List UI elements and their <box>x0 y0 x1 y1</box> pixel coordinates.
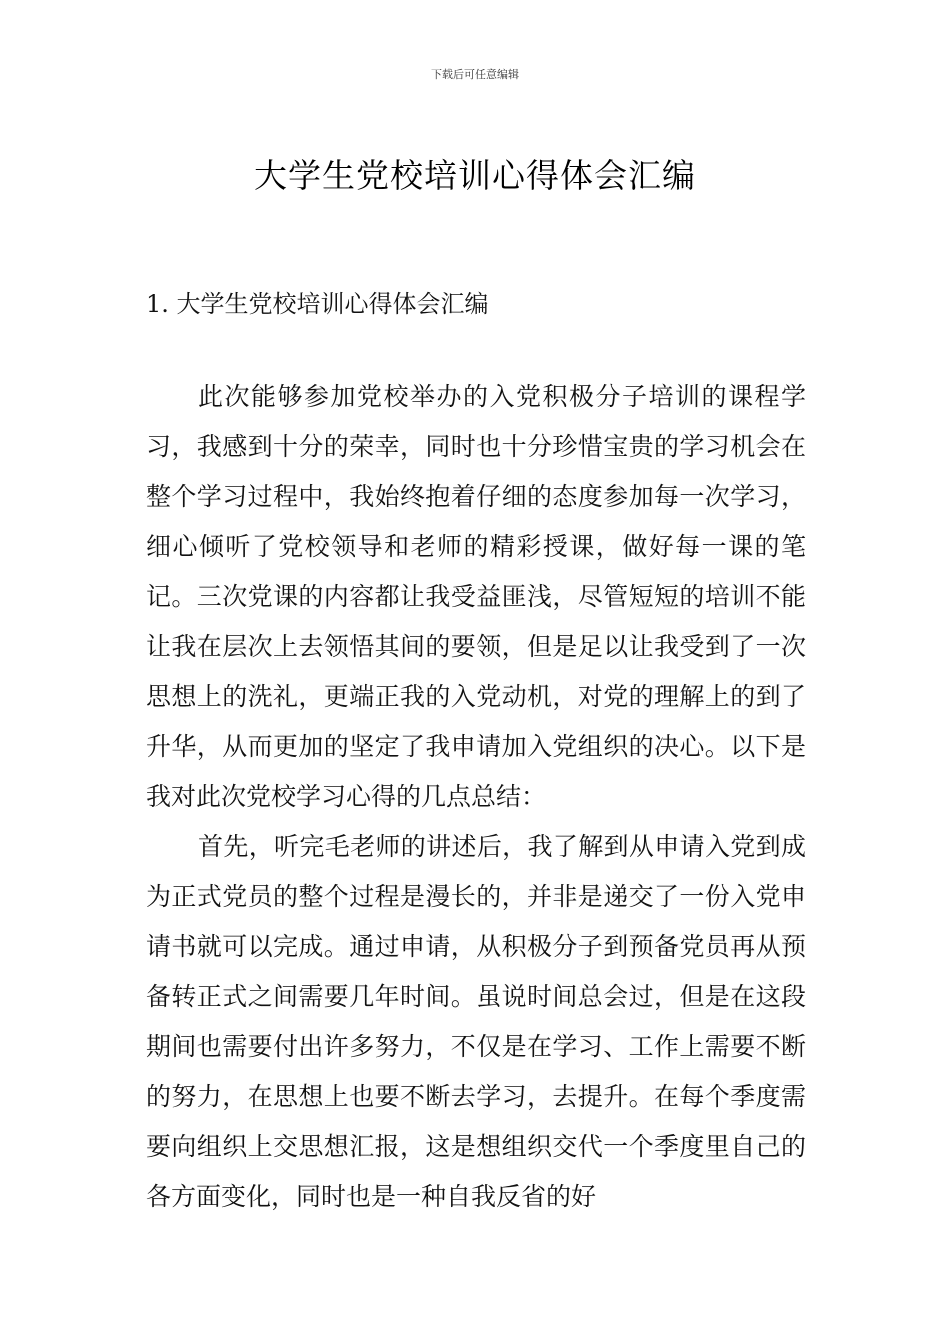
body-text <box>146 372 806 1222</box>
section-heading: 1. 大学生党校培训心得体会汇编 <box>146 290 489 318</box>
document-title: 大学生党校培训心得体会汇编 <box>254 156 696 196</box>
paragraph-2: 首先，听完毛老师的讲述后，我了解到从申请入党到成为正式党员的整个过程是漫长的，并非是递交了一份入党申请书就可以完成。通过申请，从积极分子到预备党员再从预备转正式之间需要几年时间。虽说时间总会过，但是在这段期间也需要付出许多努力，不仅是在学习、工作上需要不断的努力，在思想上也要不断去学习，去提升。在每个季度需要向组织上交思想汇报，这是想组织交代一个季度里自己的各方面变化，同时也是一种自我反省的好 <box>146 832 806 1211</box>
paragraph-1: 此次能够参加党校举办的入党积极分子培训的课程学习，我感到十分的荣幸，同时也十分珍惜宝贵的学习机会在整个学习过程中，我始终抱着仔细的态度参加每一次学习，细心倾听了党校领导和老师的精彩授课，做好每一课的笔记。三次党课的内容都让我受益匪浅，尽管短短的培训不能让我在层次上去领悟其间的要领，但是足以让我受到了一次思想上的洗礼，更端正我的入党动机，对党的理解上的到了升华，从而更加的坚定了我申请加入党组织的决心。以下是我对此次党校学习心得的几点总结： <box>146 382 806 811</box>
header-note: 下载后可任意编辑 <box>431 68 519 81</box>
